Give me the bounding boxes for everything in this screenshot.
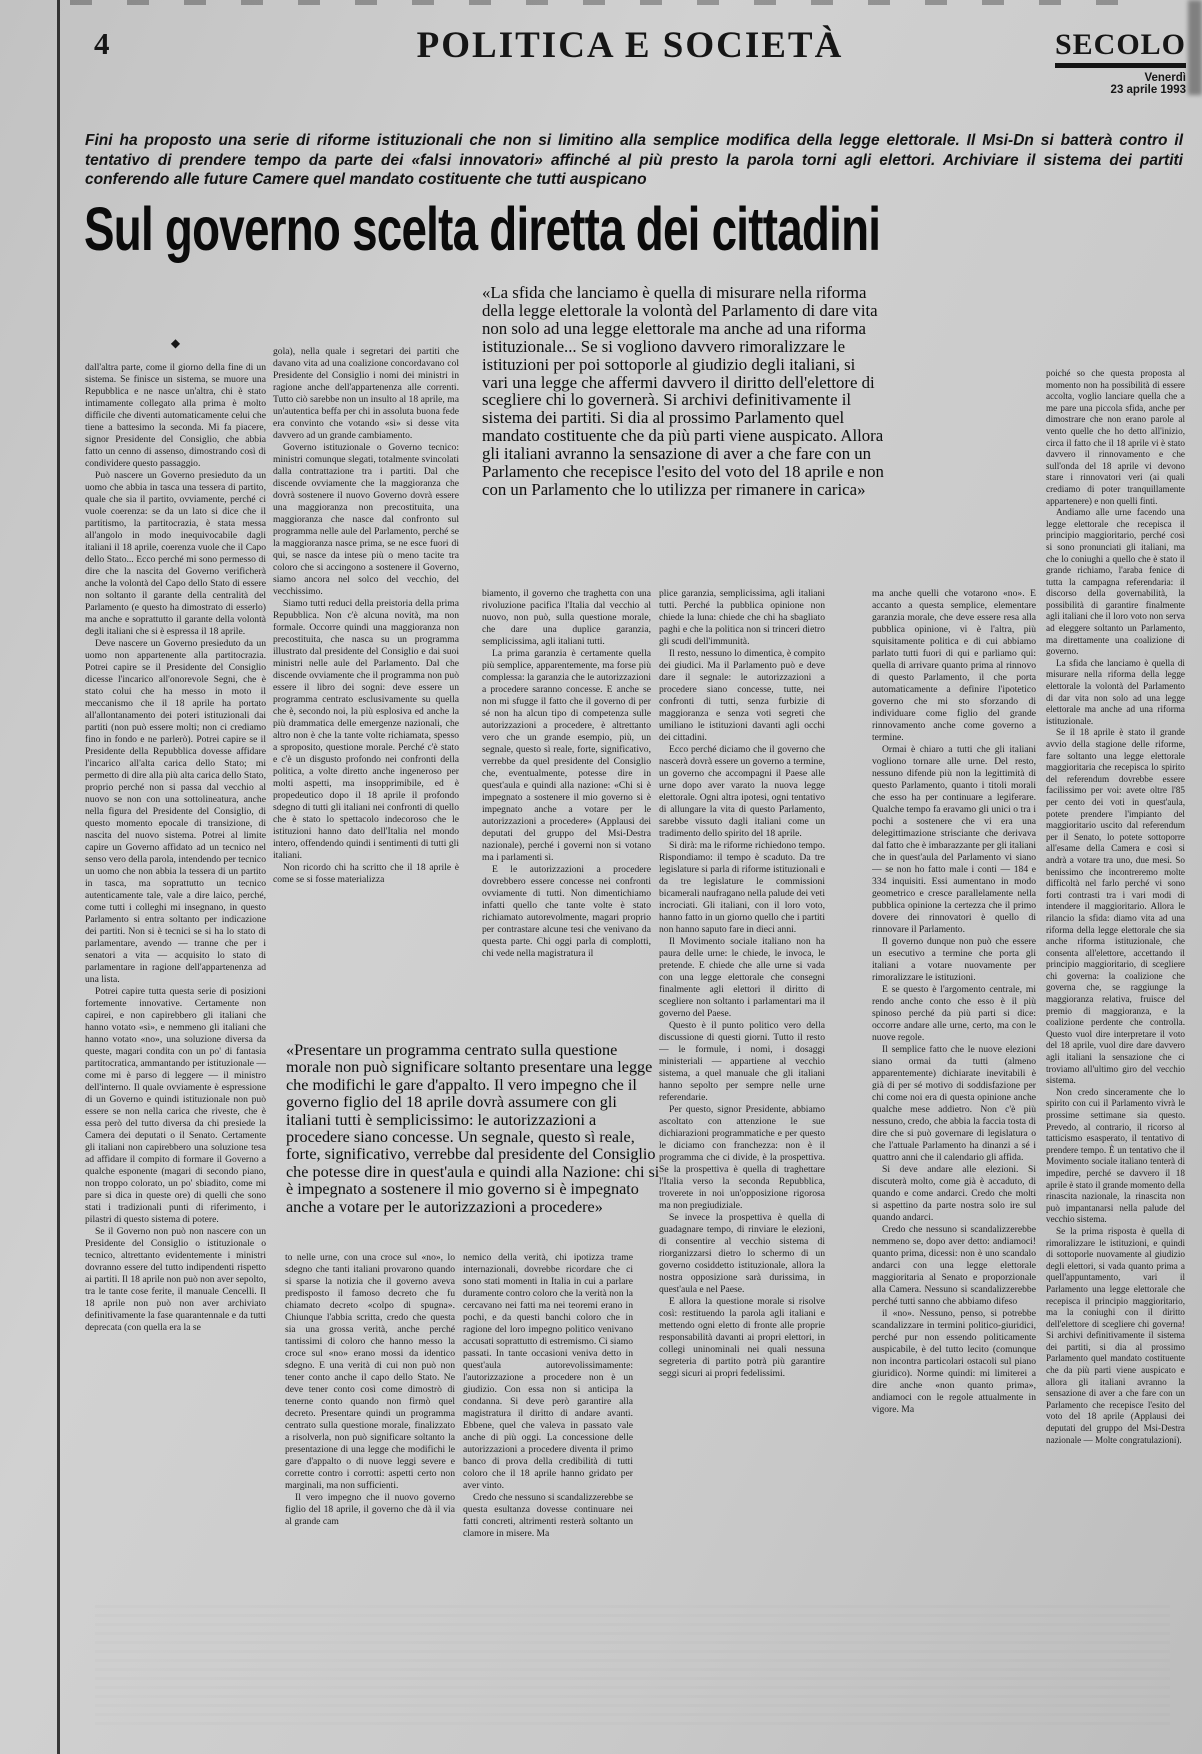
body-paragraph: dall'altra parte, come il giorno della fine di un sistema. Se finisce un sistema, se muore una Repubblica e ne nasce un'altra, chi è stato intimamente collegato alla prima è molto difficile che diventi automaticamente celui che tiene a battesimo la seconda. Mi fa piacere, signor Presidente del Consiglio, che abbia fatto un cenno di assenso, dimostrando così di condividere questo passaggio.: [85, 362, 266, 469]
body-paragraph: E le autorizzazioni a procedere dovrebbero essere concesse nei confronti ovviamente di tutti. Non dimentichiamo infatti quello che tante volte è stato richiamato autorevolmente, magari proprio per contrastare alcune tesi che venivano da questa parte. Chi oggi parla di complotti, chi vede nella magistratura il: [482, 864, 651, 959]
headline-text: Sul governo scelta diretta dei cittadini: [84, 195, 881, 263]
body-paragraph: Ormai è chiaro a tutti che gli italiani vogliono tornare alle urne. Del resto, nessuno difende più non la legittimità di questo Parlamento, quanto i titoli morali che esso ha per continuare a legiferare. Qualche tempo fa eravamo gli unici o tra i pochi a sostenere che vi era una delegittimazione strisciante che derivava dal fatto che è imbarazzante per gli italiani che in quest'aula del Parlamento vi siano — se non ho fatto male i conti — 184 e 334 inquisiti. Essi aumentano in modo geometrico e cresce parallelamente nella pubblica opinione la certezza che il primo dovere dei rinnovatori è quello di rinnovare il Parlamento.: [872, 744, 1036, 935]
body-paragraph: Se la prima risposta è quella di rimoralizzare le istituzioni, e quindi di sottoporle nuovamente al giudizio degli elettori, si vada quanto prima a quell'appuntamento, vari il Parlamento una legge elettorale che recepisca il principio maggioritario, ma la coniughi con il diritto dell'elettore di scegliere chi governa! Si archivi definitivamente il sistema dei partiti, si dia al prossimo Parlamento quel mandato costituente che da più parti viene auspicato e allora gli italiani avranno la sensazione di aver a che fare con un Parlamento che recepisce l'esito del voto del 18 aprile (Applausi dei deputati del gruppo del Msi-Destra nazionale — Molte congratulazioni).: [1046, 1225, 1185, 1445]
body-paragraph: Il vero impegno che il nuovo governo figlio del 18 aprile, il governo che dà il via al grande cam: [285, 1492, 455, 1527]
body-column-3-top: [482, 588, 651, 1040]
body-paragraph: gola), nella quale i segretari dei partiti che davano vita ad una coalizione concordavano col Presidente del Consiglio i nomi dei ministri in ragione anche dell'appartenenza alle correnti. Tutto ciò sarebbe non un insulto al 18 aprile, ma un'autentica beffa per chi in assoluta buona fede era convinto che votando «sì» si desse vita davvero ad un grande cambiamento.: [273, 346, 459, 441]
kicker: Fini ha proposto una serie di riforme istituzionali che non si limitino alla semplice modifica della legge elettorale. Il Msi-Dn si batterà contro il tentativo di prendere tempo da parte dei «falsi innovatori» affinché al più presto la parola torni agli elettori. Archiviare il sistema dei partiti conferendo alle future Camere quel mandato costituente che tutti auspicano: [85, 132, 1183, 188]
body-paragraph: Credo che nessuno si scandalizzerebbe se questa esultanza dovesse continuare nei fatti concreti, altrimenti resterà soltanto un clamore in misere. Ma: [463, 1492, 633, 1539]
body-paragraph: Andiamo alle urne facendo una legge elettorale che recepisca il principio maggioritario, perché così si sono pronunciati gli italiani, ma che lo coniughi a quello che è stato il grande richiamo, l'araba fenice di tutta la campagna referendaria: il discorso della governabilità, la possibilità di garantire finalmente agli italiani che il loro voto non serva ad eleggere soltanto un Parlamento, ma direttamente una coalizione di governo.: [1046, 507, 1185, 657]
body-paragraph: E allora la questione morale si risolve così: restituendo la parola agli italiani e mettendo ogni eletto di fronte alle proprie responsabilità davanti ai propri elettori, in collegi uninominali nei quali nessuna segreteria di partito potrà più garantire seggi sicuri ai propri fedelissimi.: [659, 1296, 825, 1379]
body-paragraph: Questo è il punto politico vero della discussione di questi giorni. Tutto il resto — le formule, i nomi, i dosaggi ministeriali — appartiene al vecchio sistema, a quel manuale che gli italiani hanno sepolto per sempre nelle urne referendarie.: [659, 1020, 825, 1103]
scan-artifact-left-line: [57, 0, 60, 1754]
scan-artifact-corner-smudge: [1188, 0, 1202, 95]
scan-artifact-top-dashes: [70, 0, 1130, 5]
body-paragraph: Se invece la prospettiva è quella di guadagnare tempo, di rinviare le elezioni, di consentire al vecchio sistema di riorganizzarsi dietro lo schermo di un governo cosiddetto istituzionale, allora la nostra opposizione sarà durissima, in quest'aula e nel Paese.: [659, 1212, 825, 1295]
body-paragraph: Deve nascere un Governo presieduto da un uomo non appartenente alla partitocrazia. Potrei capire se il Presidente del Consiglio dicesse l'incarico all'onorevole Segni, che è stato colui che ha messo in moto il meccanismo che il 18 aprile ha portato all'allontanamento dei poteri istituzionali dai partiti (non può essere molti; non ci crediamo fino in fondo e ne parlerò). Potrei capire se il Presidente della Repubblica dovesse affidare l'incarico all'alta carica dello Stato; mi permetto di dire alla più alta carica dello Stato, proprio perché non si passa dal vecchio al nuovo se non con una sottolineatura, anche nella figura del Presidente del Consiglio, di questo momento epocale di transizione, di nascita del nuovo sistema. Potrei al limite capire un Governo affidato ad un tecnico nel senso vero della parola, intendendo per tecnico un uomo che non abbia la tessera di un partito in tasca, ma soprattutto un tecnico autenticamente tale, vale a dire laico, perché, come tutti i colleghi mi insegnano, in questo Parlamento si entra soltanto per indicazione dei partiti. Non si è tecnici se si ha lo stato di parlamentare, avendo — tranne che per i senatori a vita — acquisito lo stato di parlamentare in ragione dell'appartenenza ad una lista.: [85, 638, 266, 985]
body-column-4: [659, 588, 825, 1584]
body-paragraph: Governo istituzionale o Governo tecnico: ministri comunque slegati, totalmente svincolati dalla contrattazione tra i partiti. Dal che discende ovviamente che la maggioranza che dovrà sostenere il nuovo Governo dovrà essere una maggioranza non precostituita, una maggioranza che nasce dal confronto sul programma nelle aule del Parlamento, perché se la maggioranza nasce prima, se ne esce fuori di qui, se nasce da intese più o meno tacite tra coloro che si accingono a sostenere il Governo, siamo ancora nel solco del vecchio, del vecchissimo.: [273, 442, 459, 597]
body-paragraph: Potrei capire tutta questa serie di posizioni fortemente innovative. Certamente non capirei, e non capirebbero gli italiani che hanno votato «sì», e nemmeno gli italiani che hanno votato «no», una soluzione diversa da queste, magari condita con un po' di fantasia partitocratica, ammantando per istituzionale — come mi è parso di leggere — il ministro dell'interno. Il quale ovviamente è espressione di un Governo e quindi istituzionale non può essere se non nella carica che riveste, che è essa però del tutto diversa da chi presiede la Camera dei deputati o il Senato. Certamente gli italiani non capirebbero una soluzione tesa ad affidare il compito di formare il Governo a qualche esponente (magari di secondo piano, non troppo colorato, un po' sbiadito, come mi pare si dica in queste ore) di quelli che sono stati i tradizionali punti di riferimento, i pilastri di questo sistema di potere.: [85, 986, 266, 1225]
body-paragraph: Non credo sinceramente che lo spirito con cui il Parlamento vivrà le prossime settimane sia questo. Prevedo, al contrario, il ricorso al tatticismo esasperato, il tentativo di prendere tempo. È un tentativo che il Movimento sociale italiano tenterà di impedire, perché se davvero il 18 aprile è stato il grande momento della rinascita nazionale, la rinascita non può impantanarsi nella palude del vecchio sistema.: [1046, 1086, 1185, 1225]
pull-quote-2: «Presentare un programma centrato sulla questione morale non può significare soltanto presentare una legge che modifichi le gare d'appalto. Il vero impegno che il governo figlio del 18 aprile dovrà assumere con gli italiani tutti è semplicissimo: le autorizzazioni a procedere siano concesse. Un segnale, questo sì reale, forte, significativo, verrebbe dal presidente del Consiglio che potesse dire in quest'aula e quindi alla Nazione: chi si è impegnato a sostenere il mio governo si è impegnato anche a votare per le autorizzazioni a procedere»: [286, 1042, 660, 1216]
masthead: [986, 28, 1186, 96]
body-paragraph: Siamo tutti reduci della preistoria della prima Repubblica. Non c'è alcuna novità, ma non formale. Occorre quindi una maggioranza non precostituita, che nasca su un programma illustrato dal presidente del Consiglio e dai suoi ministri nelle aule del Parlamento. Dal che discende ovviamente che il programma non può essere il libro dei sogni: deve essere un programma centrato esclusivamente su quella che è, secondo noi, la più esplosiva ed anche la più drammatica delle emergenze nazionali, che altro non è che la tante volte richiamata, spesso a sproposito, questione morale. Perché c'è stato e c'è un disgusto profondo nei confronti della politica, a volte diretto anche ingeneroso per molti aspetti, ma insopprimibile, ed è propedeutico dopo il 18 aprile il profondo sdegno di tutti gli italiani nei confronti di quello che è stato lo spettacolo indecoroso che le istituzioni hanno dato dell'Italia nel mondo intero, offendendo quindi i sentimenti di tutti gli italiani.: [273, 598, 459, 861]
date-weekday: Venerdì: [1144, 72, 1186, 84]
body-paragraph: ma anche quelli che votarono «no». E accanto a questa semplice, elementare garanzia morale, che deve essere resa alla pubblica opinione, vi è l'altra, più squisitamente politica e di cui abbiamo parlato tutti fuori di qui e parliamo qui: quella di arrivare quanto prima al rinnovo di questo Parlamento, il che porta automaticamente a definire l'ipotetico governo che mi sto sforzando di individuare come figlio del grande rinnovamento anche come governo a termine.: [872, 588, 1036, 743]
body-paragraph: Il resto, nessuno lo dimentica, è compito dei giudici. Ma il Parlamento può e deve dare il segnale: le autorizzazioni a procedere siano concesse, tutte, nei confronti di tutti, senza furbizie di maggioranza e senza voti segreti che umiliano le istituzioni davanti agli occhi dei cittadini.: [659, 648, 825, 743]
body-paragraph: Si dirà: ma le riforme richiedono tempo. Rispondiamo: il tempo è scaduto. Da tre legislature si parla di riforme istituzionali e da tre legislature le commissioni bicamerali naufragano nella palude dei veti incrociati. Gli italiani, con il loro voto, hanno fatto in un giorno quello che i partiti non hanno saputo fare in dieci anni.: [659, 840, 825, 935]
body-column-2-top: [273, 346, 459, 1040]
section-title: POLITICA E SOCIETÀ: [416, 25, 844, 66]
body-paragraph: E se questo è l'argomento centrale, mi rendo anche conto che esso è il più spinoso perché da più parti si dice: occorre andare alle urne, certo, ma con le nuove regole.: [872, 984, 1036, 1043]
body-paragraph: Se il Governo non può non nascere con un Presidente del Consiglio o istituzionale o tecnico, altrettanto evidentemente i ministri dovranno essere del tutto indipendenti rispetto ai partiti. Il 18 aprile non può non aver sepolto, tra le tante cose ferite, il manuale Cencelli. Il 18 aprile non può non aver archiviato definitivamente la fase quarantennale e da tutti deprecata (con quella era la se: [85, 1226, 266, 1333]
body-paragraph: Il semplice fatto che le nuove elezioni siano ormai da tutti (almeno apparentemente) dichiarate inevitabili è già di per sé motivo di soddisfazione per chi come noi era di questa opinione anche qualche mese addietro. Non c'è più nessuno, credo, che abbia la faccia tosta di dire che si può governare di legislatura o che l'attuale Parlamento ha dinanzi a sé i quattro anni che il calendario gli affida.: [872, 1044, 1036, 1163]
body-paragraph: Credo che nessuno si scandalizzerebbe nemmeno se, dopo aver detto: andiamoci! quanto prima, dicessi: non è uno scandalo andarci con una legge elettorale maggioritaria al Senato e proporzionale alla Camera. Nessuno si scandalizzerebbe perché tutti sanno che abbiamo difeso: [872, 1224, 1036, 1307]
body-column-5: [872, 588, 1036, 1584]
body-paragraph: plice garanzia, semplicissima, agli italiani tutti. Perché la pubblica opinione non chiede la luna: chiede che chi ha sbagliato paghi e che la politica non si trinceri dietro gli scudi dell'immunità.: [659, 588, 825, 647]
body-paragraph: Il governo dunque non può che essere un esecutivo a termine che porta gli italiani a votare nuovamente per rimoralizzare le istituzioni.: [872, 936, 1036, 983]
section-ornament-diamond-icon: ◆: [170, 336, 181, 350]
body-paragraph: Può nascere un Governo presieduto da un uomo che abbia in tasca una tessera di partito, quale che sia il partito, ovviamente, perché ci vuole coerenza: se da un lato si dice che il partitismo, la partitocrazia, è stata messa all'angolo in modo inequivocabile dagli italiani il 18 aprile, coerenza vuole che il Capo dello Stato... Ecco perché mi sono permesso di dire che la nascita del Governo verificherà anche la volontà del Capo dello Stato di essere non soltanto il garante della centralità del Parlamento (e questo ha dimostrato di esserlo) ma anche e soprattutto il garante della volontà degli italiani che si è espressa il 18 aprile.: [85, 470, 266, 637]
body-paragraph: La prima garanzia è certamente quella più semplice, apparentemente, ma forse più complessa: la garanzia che le autorizzazioni a procedere saranno concesse. E anche se non mi sfugge il fatto che il governo di per sé non ha alcun tipo di competenza sulle autorizzazioni a procedere, è altrettanto vero che un grande esempio, più, un segnale, questo sì reale, forte, significativo, verrebbe da quel presidente del Consiglio che, eventualmente, potesse dire in quest'aula e quindi alla nazione: «Chi si è impegnato a sostenere il mio governo si è impegnato anche a votare per le autorizzazioni a procedere» (Applausi dei deputati del gruppo del Msi-Destra nazionale), perché i governi non si votano ma i parlamenti sì.: [482, 648, 651, 863]
body-column-1: [85, 362, 266, 1584]
body-paragraph: Non ricordo chi ha scritto che il 18 aprile è come se si fosse materializza: [273, 862, 459, 885]
headline: [84, 194, 1146, 264]
body-column-6: [1046, 368, 1185, 1584]
body-column-3-bottom: [463, 1252, 633, 1584]
body-paragraph: il «no». Nessuno, penso, si potrebbe scandalizzare in termini politico-giuridici, perché pur non essendo politicamente auspicabile, è del tutto lecito (comunque non incontra particolari ostacoli sul piano giuridico). Norme quindi: mi limiterei a dire anche «non quanto prima», andiamoci con le regole attualmente in vigore. Ma: [872, 1308, 1036, 1415]
date-full: 23 aprile 1993: [1110, 84, 1186, 96]
pull-quote-1: «La sfida che lanciamo è quella di misurare nella riforma della legge elettorale la volontà del Parlamento di dare vita non solo ad una legge elettorale ma anche ad una riforma istituzionale... Se si vogliono davvero rimoralizzare le istituzioni per poi sottoporle al giudizio degli italiani, si vari una legge che affermi davvero il diritto dell'elettore di scegliere chi lo governerà. Si archivi definitivamente il sistema dei partiti. Si dia al prossimo Parlamento quel mandato costituente che da più parti viene auspicato. Allora gli italiani avranno la sensazione di aver a che fare con un Parlamento che recepisce l'esito del voto del 18 aprile e non con un Parlamento che lo utilizza per rimanere in carica»: [482, 284, 884, 499]
body-paragraph: nemico della verità, chi ipotizza trame internazionali, dovrebbe ricordare che ci sono stati momenti in Italia in cui a parlare duramente contro coloro che la verità non la cercavano nei fatti ma nei teoremi erano in pochi, e da questi banchi coloro che in ragione del loro impegno politico venivano accusati soprattutto di estremismo. Ci siamo passati. In tante occasioni veniva detto in quest'aula autorevolissimamente: l'autorizzazione a procedere non è un giudizio. Con essa non si anticipa la condanna. Si deve però garantire alla magistratura il diritto di andare avanti. Ebbene, quel che valeva in passato vale anche di più oggi. La concessione delle autorizzazioni a procedere diventa il primo banco di prova della credibilità di tutti coloro che il 18 aprile hanno gridato per aver vinto.: [463, 1252, 633, 1491]
body-paragraph: Se il 18 aprile è stato il grande avvio della stagione delle riforme, fare soltanto una legge elettorale maggioritaria che recepisca lo spirito del referendum dovrebbe essere facilissimo per voi: avete oltre l'85 per cento dei voti in quest'aula, potete prendere l'impianto del maggioritario uscito dal referendum per il Senato, lo potete sottoporre all'esame della Camera e così si andrà a votare tra uno, due mesi. So benissimo che incontreremo molte difficoltà nel farlo perché vi sono forti contrasti tra i vari modi di intendere il maggioritario. Allora le rilancio la sfida: diamo vita ad una riforma della legge elettorale che sia anche riforma istituzionale, che consenta all'elettore, accettando il principio maggioritario, di scegliere chi governa: la coalizione che governa che, se raggiunge la maggioranza relativa, fruisce del premio di maggioranza, e la coalizione perdente che controlla. Questo vuol dire interpretare il voto del 18 aprile, vuol dire dare davvero agli italiani la sensazione che ci troviamo all'ultimo giro del vecchio sistema.: [1046, 727, 1185, 1086]
masthead-title: SECOLO: [1055, 28, 1186, 68]
body-paragraph: Si deve andare alle elezioni. Si discuterà molto, come già è accaduto, di quando e come andarci. Credo che molti si aspettino da parte nostra solo ire sul quando andarci.: [872, 1164, 1036, 1223]
body-paragraph: biamento, il governo che traghetta con una rivoluzione pacifica l'Italia dal vecchio al nuovo, non può, sulla questione morale, che dare una duplice garanzia, semplicissima, agli italiani tutti.: [482, 588, 651, 647]
body-paragraph: poiché so che questa proposta al momento non ha possibilità di essere accolta, voglio lanciare quella che a me pare una piccola sfida, anche per dimostrare che non erano parole al vento quelle che ho detto all'inizio, circa il fatto che il 18 aprile vi è stato davvero il rinnovamento e che sull'onda del 18 aprile vi devono stare i rinnovatori veri (ai quali crediamo di poter tranquillamente appartenere) e non quelli finti.: [1046, 368, 1185, 506]
body-paragraph: Per questo, signor Presidente, abbiamo ascoltato con attenzione le sue dichiarazioni programmatiche e per questo le diciamo con franchezza: non è il programma che ci divide, è la prospettiva. Se la prospettiva è quella di traghettare l'Italia verso la seconda Repubblica, troverete in noi un'opposizione rigorosa ma non pregiudiziale.: [659, 1104, 825, 1211]
body-paragraph: to nelle urne, con una croce sul «no», lo sdegno che tanti italiani provarono quando si sparse la notizia che il governo aveva predisposto il famoso decreto che fu chiamato decreto «colpo di spugna». Chiunque l'abbia scritta, credo che questa sia una grossa verità, anche perché tantissimi di coloro che hanno messo la croce sul «no» erano mossi da identico sdegno. E una verità di cui non può non tener conto anche il capo dello Stato. Ne deve tener conto così come dimostrò di tenerne conto quando non firmò quel decreto. Presentare quindi un programma centrato sulla questione morale, finalizzato a risolverla, non può significare soltanto la presentazione di una legge che modifichi le gare d'appalto o di nuove leggi severe e corrette contro i corrotti: aspetti certo non marginali, ma non sufficienti.: [285, 1252, 455, 1491]
body-paragraph: La sfida che lanciamo è quella di misurare nella riforma della legge elettorale la volontà del Parlamento di dar vita non solo ad una legge elettorale ma anche ad una riforma istituzionale.: [1046, 657, 1185, 726]
page-number: 4: [94, 26, 110, 61]
body-column-2-bottom: [285, 1252, 455, 1584]
body-paragraph: Ecco perché diciamo che il governo che nascerà dovrà essere un governo a termine, un governo che accompagni il Paese alle urne dopo aver varato la nuova legge elettorale. Ogni altra ipotesi, ogni tentativo di allungare la vita di questo Parlamento, sarebbe vissuto dagli italiani come un tradimento dello spirito del 18 aprile.: [659, 744, 825, 839]
scan-artifact-bleedthrough: [95, 1605, 1170, 1730]
body-paragraph: Il Movimento sociale italiano non ha paura delle urne: le chiede, le invoca, le pretende. E chiede che alle urne si vada con una legge elettorale che consegni finalmente agli elettori il diritto di scegliere non soltanto i parlamentari ma il governo del Paese.: [659, 936, 825, 1019]
